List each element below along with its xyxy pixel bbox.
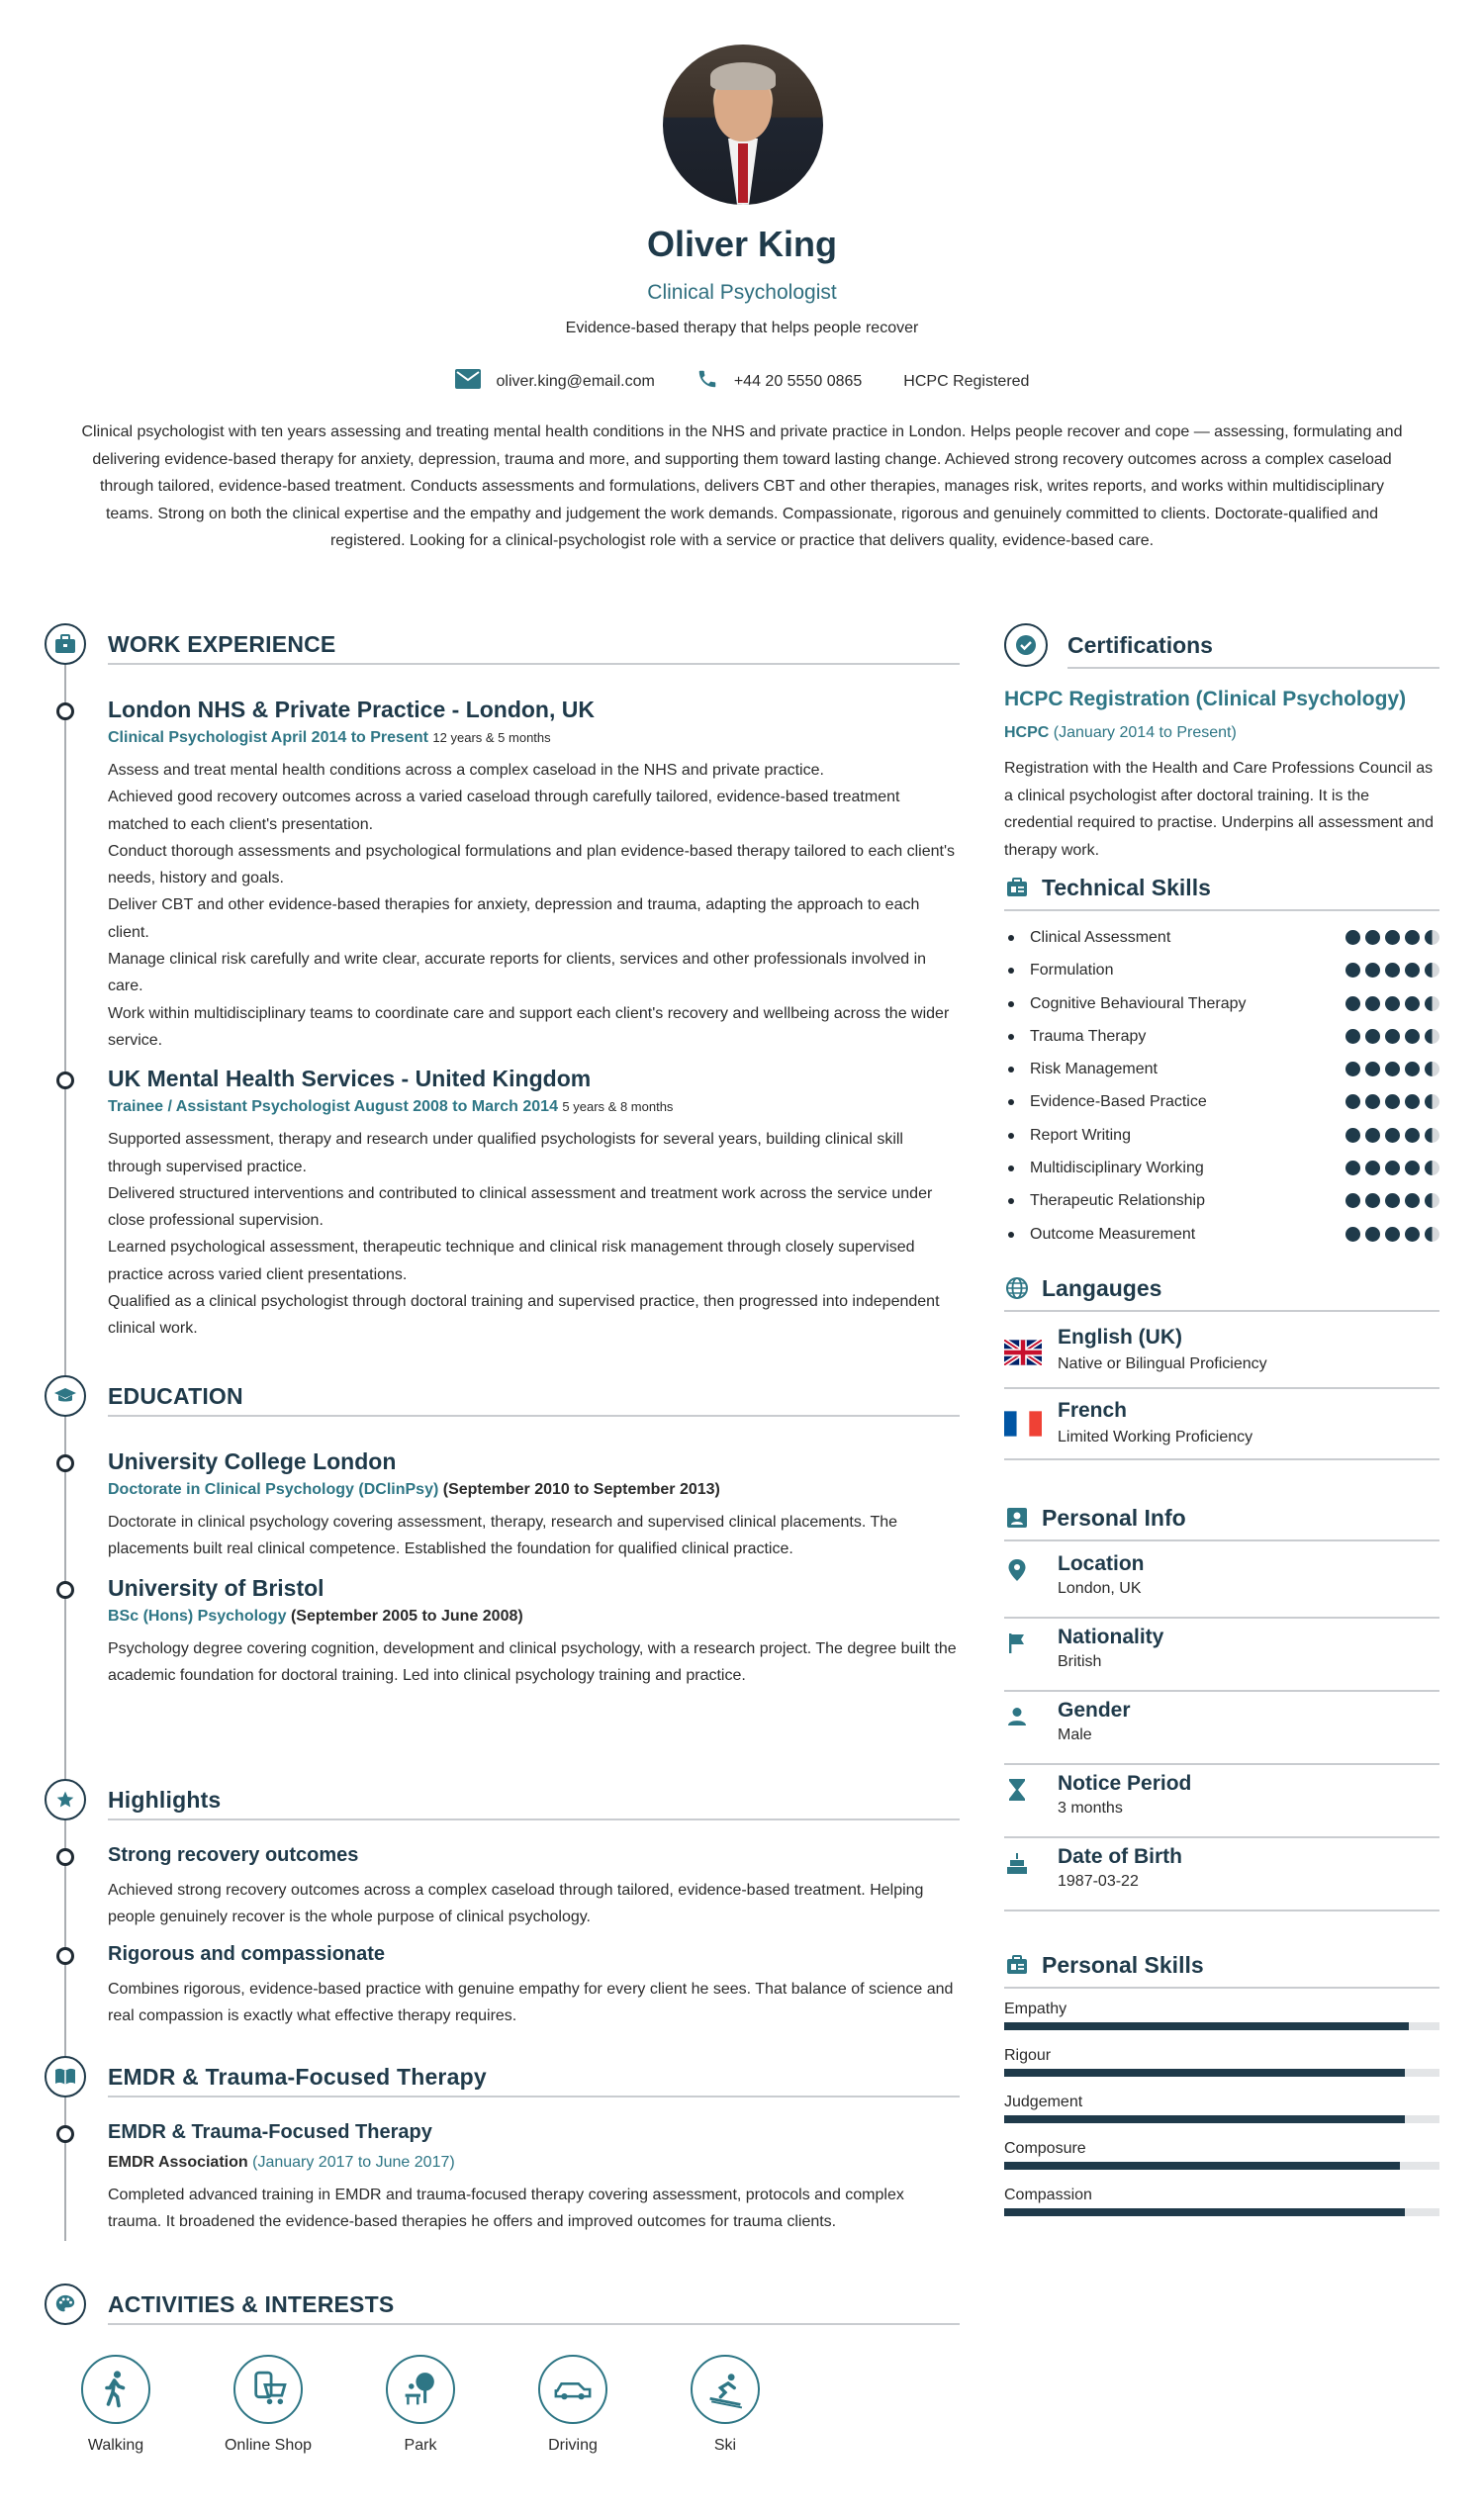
education-section — [45, 1375, 960, 1779]
briefcase-icon — [45, 623, 86, 665]
job-bullet: Supported assessment, therapy and research under qualified psychologists for several years, building clinical skill through supervised practice. — [108, 1131, 903, 1175]
job-entry — [45, 1066, 960, 1342]
skill-rating — [1345, 1161, 1439, 1175]
info-value: 3 months — [1058, 1800, 1123, 1817]
rating-dot — [1365, 963, 1380, 978]
rating-dot — [1345, 1193, 1360, 1208]
skill-name: Outcome Measurement — [1030, 1225, 1196, 1243]
skill-name: Evidence-Based Practice — [1030, 1093, 1207, 1111]
job-company: London NHS & Private Practice - London, UK — [108, 697, 595, 722]
certification-issuer: HCPC — [1004, 724, 1050, 741]
technical-skill-item — [1004, 954, 1439, 986]
skill-name: Therapeutic Relationship — [1030, 1192, 1205, 1210]
rating-dot — [1365, 1062, 1380, 1076]
language-level: Native or Bilingual Proficiency — [1058, 1355, 1267, 1372]
email-text[interactable]: oliver.king@email.com — [496, 372, 655, 390]
job-bullet: Conduct thorough assessments and psychological formulations and plan evidence-based therapy tailored to each client's needs, history and goals. — [108, 842, 956, 887]
rating-dot — [1425, 1062, 1439, 1076]
personal-skill-name: Composure — [1004, 2140, 1086, 2157]
badge-check-icon — [1004, 623, 1048, 667]
skill-level-fill — [1004, 2115, 1405, 2123]
france-flag-icon — [1004, 1411, 1042, 1442]
rating-dot — [1425, 996, 1439, 1011]
phone-icon — [696, 368, 718, 395]
job-role: Clinical Psychologist April 2014 to Present — [108, 729, 428, 746]
education-dates: (September 2005 to June 2008) — [290, 1607, 523, 1625]
section-title: EDUCATION — [108, 1383, 243, 1409]
personal-skills-section — [1004, 1943, 1439, 2216]
info-key: Location — [1058, 1552, 1145, 1575]
technical-skill-item — [1004, 1053, 1439, 1085]
info-key: Date of Birth — [1058, 1845, 1182, 1868]
star-icon — [45, 1779, 86, 1820]
skill-name: Trauma Therapy — [1030, 1027, 1147, 1045]
rating-dot — [1405, 996, 1420, 1011]
job-entry — [45, 697, 960, 1054]
personal-skills-list — [1004, 2001, 1439, 2216]
certification-title: HCPC Registration (Clinical Psychology) — [1004, 688, 1407, 710]
skill-level-fill — [1004, 2022, 1409, 2030]
rating-dot — [1365, 1029, 1380, 1044]
skill-level-bar — [1004, 2208, 1439, 2216]
rating-dot — [1345, 963, 1360, 978]
rating-dot — [1405, 1062, 1420, 1076]
languages-section — [1004, 1266, 1439, 1496]
rating-dot — [1345, 1128, 1360, 1143]
certifications-section — [1004, 623, 1439, 866]
job-duration: 12 years & 5 months — [432, 730, 551, 745]
personal-skill-name: Compassion — [1004, 2187, 1092, 2203]
skill-rating — [1345, 963, 1439, 978]
section-title: Certifications — [1067, 632, 1213, 658]
rating-dot — [1385, 996, 1400, 1011]
job-bullet: Achieved good recovery outcomes across a varied caseload through carefully tailored, evidence-based treatment matched to each client's presentation. — [108, 789, 900, 833]
personal-skill-item — [1004, 2140, 1439, 2170]
highlight-title: Strong recovery outcomes — [108, 1844, 359, 1866]
highlight-entry — [45, 1943, 960, 2030]
rating-dot — [1345, 1161, 1360, 1175]
technical-skill-item — [1004, 987, 1439, 1020]
technical-skill-item — [1004, 1152, 1439, 1184]
shopping-cart-icon — [233, 2355, 303, 2424]
rating-dot — [1385, 1161, 1400, 1175]
skill-level-bar — [1004, 2162, 1439, 2170]
rating-dot — [1405, 1227, 1420, 1242]
skill-rating — [1345, 930, 1439, 945]
rating-dot — [1385, 930, 1400, 945]
skill-rating — [1345, 1128, 1439, 1143]
skill-level-bar — [1004, 2022, 1439, 2030]
rating-dot — [1365, 1161, 1380, 1175]
right-column — [1004, 623, 1439, 2233]
rating-dot — [1365, 1193, 1380, 1208]
section-title: Personal Info — [1042, 1505, 1186, 1531]
rating-dot — [1425, 1094, 1439, 1109]
person-icon — [1004, 1704, 1030, 1729]
rating-dot — [1385, 1029, 1400, 1044]
certification-dates: (January 2014 to Present) — [1053, 724, 1237, 741]
skill-level-fill — [1004, 2208, 1405, 2216]
skill-rating — [1345, 1193, 1439, 1208]
section-title: Langauges — [1042, 1275, 1162, 1301]
id-badge-icon — [1004, 875, 1030, 900]
rating-dot — [1365, 1128, 1380, 1143]
personal-skill-name: Rigour — [1004, 2047, 1052, 2064]
left-column — [45, 623, 960, 2343]
skill-name: Clinical Assessment — [1030, 929, 1171, 946]
rating-dot — [1425, 1193, 1439, 1208]
graduation-cap-icon — [45, 1375, 86, 1417]
skill-name: Risk Management — [1030, 1061, 1158, 1078]
interest-item — [192, 2355, 344, 2455]
job-title: Clinical Psychologist — [647, 281, 837, 304]
interest-item — [40, 2355, 192, 2455]
skill-level-fill — [1004, 2069, 1405, 2077]
highlights-section — [45, 1779, 960, 2056]
technical-skill-item — [1004, 921, 1439, 954]
rating-dot — [1405, 1094, 1420, 1109]
education-dates: (September 2010 to September 2013) — [442, 1481, 720, 1498]
personal-info-section — [1004, 1496, 1439, 1943]
highlight-title: Rigorous and compassionate — [108, 1942, 386, 1965]
skill-rating — [1345, 1227, 1439, 1242]
info-location — [1004, 1545, 1439, 1619]
highlight-description: Achieved strong recovery outcomes across a complex caseload through tailored, evidence-based treatment. Helping people genuinely recover is the whole purpose of clinical psychology. — [108, 1882, 924, 1926]
school-name: University College London — [108, 1448, 397, 1474]
certification-description: Registration with the Health and Care Professions Council as a clinical psychologist after doctoral training. It is the credential required to practise. Underpins all assessment and therapy work. — [1004, 760, 1435, 859]
course-title: EMDR & Trauma-Focused Therapy — [108, 2121, 432, 2143]
education-description: Doctorate in clinical psychology covering assessment, therapy, research and supervised clinical placements. The placements built real clinical competence. Established the foundation for qualified clinical practice. — [108, 1514, 898, 1558]
profile-summary: Clinical psychologist with ten years assessing and treating mental health conditions in the NHS and private practice in London. Helps people recover and cope — assessing, formulating and delivering evidence-based therapy for anxiety, depression, trauma and more, and supporting them toward lasting change. Achieved strong recovery outcomes across a complex caseload through tailored, evidence-based treatment. Conducts assessments and formulations, delivers CBT and other therapies, manages risk, writes reports, and works within multidisciplinary teams. Strong on both the clinical expertise and the empathy and judgement the work demands. Compassionate, rigorous and genuinely committed to clients. Doctorate-qualified and registered. Looking for a clinical-psychologist role with a service or practice that delivers quality, evidence-based care. — [81, 423, 1403, 549]
rating-dot — [1425, 930, 1439, 945]
job-description — [108, 1126, 960, 1342]
rating-dot — [1425, 1029, 1439, 1044]
info-key: Notice Period — [1058, 1772, 1192, 1795]
education-entry — [45, 1448, 960, 1563]
rating-dot — [1345, 1227, 1360, 1242]
id-badge-icon — [1004, 1952, 1030, 1978]
rating-dot — [1365, 1227, 1380, 1242]
technical-skill-item — [1004, 1119, 1439, 1152]
rating-dot — [1385, 963, 1400, 978]
job-description — [108, 757, 960, 1054]
rating-dot — [1365, 930, 1380, 945]
school-name: University of Bristol — [108, 1574, 325, 1601]
info-key: Gender — [1058, 1699, 1131, 1722]
course-entry — [45, 2121, 960, 2236]
skill-rating — [1345, 1094, 1439, 1109]
education-entry — [45, 1575, 960, 1690]
contact-card-icon — [1004, 1505, 1030, 1531]
rating-dot — [1425, 963, 1439, 978]
rating-dot — [1345, 930, 1360, 945]
language-name: English (UK) — [1058, 1326, 1182, 1349]
phone-text[interactable]: +44 20 5550 0865 — [733, 372, 863, 390]
rating-dot — [1405, 1161, 1420, 1175]
personal-skill-item — [1004, 2047, 1439, 2077]
location-pin-icon — [1004, 1557, 1030, 1583]
job-bullet: Qualified as a clinical psychologist through doctoral training and supervised practice, then progressed into independent clinical work. — [108, 1293, 940, 1338]
info-value: London, UK — [1058, 1580, 1142, 1597]
personal-skill-name: Judgement — [1004, 2094, 1083, 2110]
course-dates: (January 2017 to June 2017) — [252, 2154, 455, 2171]
language-name: French — [1058, 1399, 1128, 1422]
language-item — [1004, 1389, 1439, 1460]
rating-dot — [1405, 930, 1420, 945]
hourglass-icon — [1004, 1777, 1030, 1803]
highlight-description: Combines rigorous, evidence-based practice with genuine empathy for every client he sees. That balance of science and real compassion is exactly what effective therapy requires. — [108, 1980, 954, 2024]
rating-dot — [1365, 996, 1380, 1011]
walking-icon — [81, 2355, 150, 2424]
info-value: Male — [1058, 1726, 1092, 1743]
course-description: Completed advanced training in EMDR and trauma-focused therapy covering assessment, protocols and complex trauma. It broadened the evidence-based therapies he offers and improved outcomes for trauma clients. — [108, 2187, 904, 2231]
personal-skill-item — [1004, 2094, 1439, 2123]
section-title: Technical Skills — [1042, 875, 1211, 900]
education-description: Psychology degree covering cognition, development and clinical psychology, with a research project. The degree built the academic foundation for doctoral training. Led into clinical psychology training and practice. — [108, 1639, 957, 1684]
skill-name: Report Writing — [1030, 1126, 1131, 1144]
degree: Doctorate in Clinical Psychology (DClinPsy) — [108, 1481, 439, 1498]
rating-dot — [1385, 1128, 1400, 1143]
cake-icon — [1004, 1850, 1030, 1876]
globe-icon — [1004, 1275, 1030, 1301]
section-title: Personal Skills — [1042, 1952, 1204, 1978]
interest-label: Walking — [87, 2437, 144, 2454]
car-icon — [538, 2355, 607, 2424]
contact-row — [0, 368, 1484, 395]
skill-level-bar — [1004, 2069, 1439, 2077]
park-bench-icon — [386, 2355, 455, 2424]
rating-dot — [1345, 1062, 1360, 1076]
info-date-of-birth — [1004, 1838, 1439, 1911]
info-value: British — [1058, 1653, 1102, 1670]
rating-dot — [1345, 1094, 1360, 1109]
registration-contact — [903, 373, 1029, 391]
rating-dot — [1385, 1227, 1400, 1242]
rating-dot — [1425, 1128, 1439, 1143]
section-title: ACTIVITIES & INTERESTS — [108, 2291, 395, 2317]
personal-skill-name: Empathy — [1004, 2001, 1067, 2017]
phone-contact[interactable] — [696, 368, 862, 395]
interest-label: Driving — [548, 2437, 598, 2454]
candidate-name: Oliver King — [646, 224, 838, 264]
interest-label: Ski — [713, 2437, 737, 2454]
rating-dot — [1425, 1161, 1439, 1175]
job-company: UK Mental Health Services - United Kingdom — [108, 1066, 592, 1092]
job-duration: 5 years & 8 months — [562, 1099, 674, 1115]
book-icon — [45, 2056, 86, 2098]
skill-name: Cognitive Behavioural Therapy — [1030, 994, 1247, 1012]
info-nationality — [1004, 1619, 1439, 1692]
interest-label: Online Shop — [224, 2437, 313, 2454]
interests-row — [40, 2355, 801, 2455]
technical-skill-item — [1004, 1218, 1439, 1251]
rating-dot — [1405, 1193, 1420, 1208]
work-experience-section — [45, 623, 960, 1375]
job-bullet: Work within multidisciplinary teams to coordinate care and support each client's recovery and wellbeing across the wider service. — [108, 1004, 950, 1049]
rating-dot — [1405, 1029, 1420, 1044]
rating-dot — [1385, 1193, 1400, 1208]
rating-dot — [1405, 1128, 1420, 1143]
info-notice-period — [1004, 1765, 1439, 1838]
interest-label: Park — [404, 2437, 437, 2454]
skiing-icon — [691, 2355, 760, 2424]
section-title: WORK EXPERIENCE — [108, 631, 336, 657]
emdr-section — [45, 2056, 960, 2284]
section-title: EMDR & Trauma-Focused Therapy — [108, 2064, 487, 2090]
flag-icon — [1004, 1631, 1030, 1656]
rating-dot — [1385, 1062, 1400, 1076]
technical-skills-section — [1004, 866, 1439, 1266]
technical-skill-item — [1004, 1020, 1439, 1053]
envelope-icon — [455, 369, 481, 394]
info-gender — [1004, 1692, 1439, 1765]
section-title: Highlights — [108, 1787, 222, 1813]
course-organization: EMDR Association — [108, 2154, 248, 2171]
highlight-entry — [45, 1844, 960, 1931]
palette-icon — [45, 2284, 86, 2325]
activities-section — [45, 2284, 960, 2343]
personal-skill-item — [1004, 2001, 1439, 2030]
info-key: Nationality — [1058, 1626, 1164, 1648]
language-level: Limited Working Proficiency — [1058, 1429, 1253, 1445]
job-bullet: Assess and treat mental health conditions across a complex caseload in the NHS and private practice. — [108, 762, 824, 779]
rating-dot — [1345, 996, 1360, 1011]
language-item — [1004, 1318, 1439, 1389]
registration-text: HCPC Registered — [903, 372, 1030, 390]
rating-dot — [1405, 963, 1420, 978]
info-value: 1987-03-22 — [1058, 1873, 1139, 1890]
job-bullet: Learned psychological assessment, therapeutic technique and clinical risk management through closely supervised practice across varied client presentations. — [108, 1239, 915, 1283]
uk-flag-icon — [1004, 1340, 1042, 1370]
tagline: Evidence-based therapy that helps people recover — [565, 320, 919, 336]
skill-rating — [1345, 1029, 1439, 1044]
skill-name: Multidisciplinary Working — [1030, 1160, 1204, 1177]
technical-skills-list — [1004, 921, 1439, 1251]
job-role: Trainee / Assistant Psychologist August 2008 to March 2014 — [108, 1098, 558, 1116]
degree: BSc (Hons) Psychology — [108, 1607, 287, 1625]
interest-item — [344, 2355, 497, 2455]
skill-rating — [1345, 996, 1439, 1011]
rating-dot — [1365, 1094, 1380, 1109]
technical-skill-item — [1004, 1085, 1439, 1118]
technical-skill-item — [1004, 1184, 1439, 1217]
job-bullet: Deliver CBT and other evidence-based therapies for anxiety, depression and trauma, adapting the approach to each client. — [108, 896, 920, 941]
skill-level-bar — [1004, 2115, 1439, 2123]
interest-item — [497, 2355, 649, 2455]
skill-rating — [1345, 1062, 1439, 1076]
skill-level-fill — [1004, 2162, 1400, 2170]
skill-name: Formulation — [1030, 962, 1114, 979]
profile-photo — [663, 45, 823, 205]
job-bullet: Delivered structured interventions and contributed to clinical assessment and treatment work across the service under close professional supervision. — [108, 1184, 933, 1230]
rating-dot — [1345, 1029, 1360, 1044]
email-contact[interactable] — [455, 369, 655, 394]
personal-skill-item — [1004, 2187, 1439, 2216]
job-bullet: Manage clinical risk carefully and write clear, accurate reports for clients, services and other professionals involved in care. — [108, 951, 927, 995]
rating-dot — [1425, 1227, 1439, 1242]
interest-item — [649, 2355, 801, 2455]
rating-dot — [1385, 1094, 1400, 1109]
